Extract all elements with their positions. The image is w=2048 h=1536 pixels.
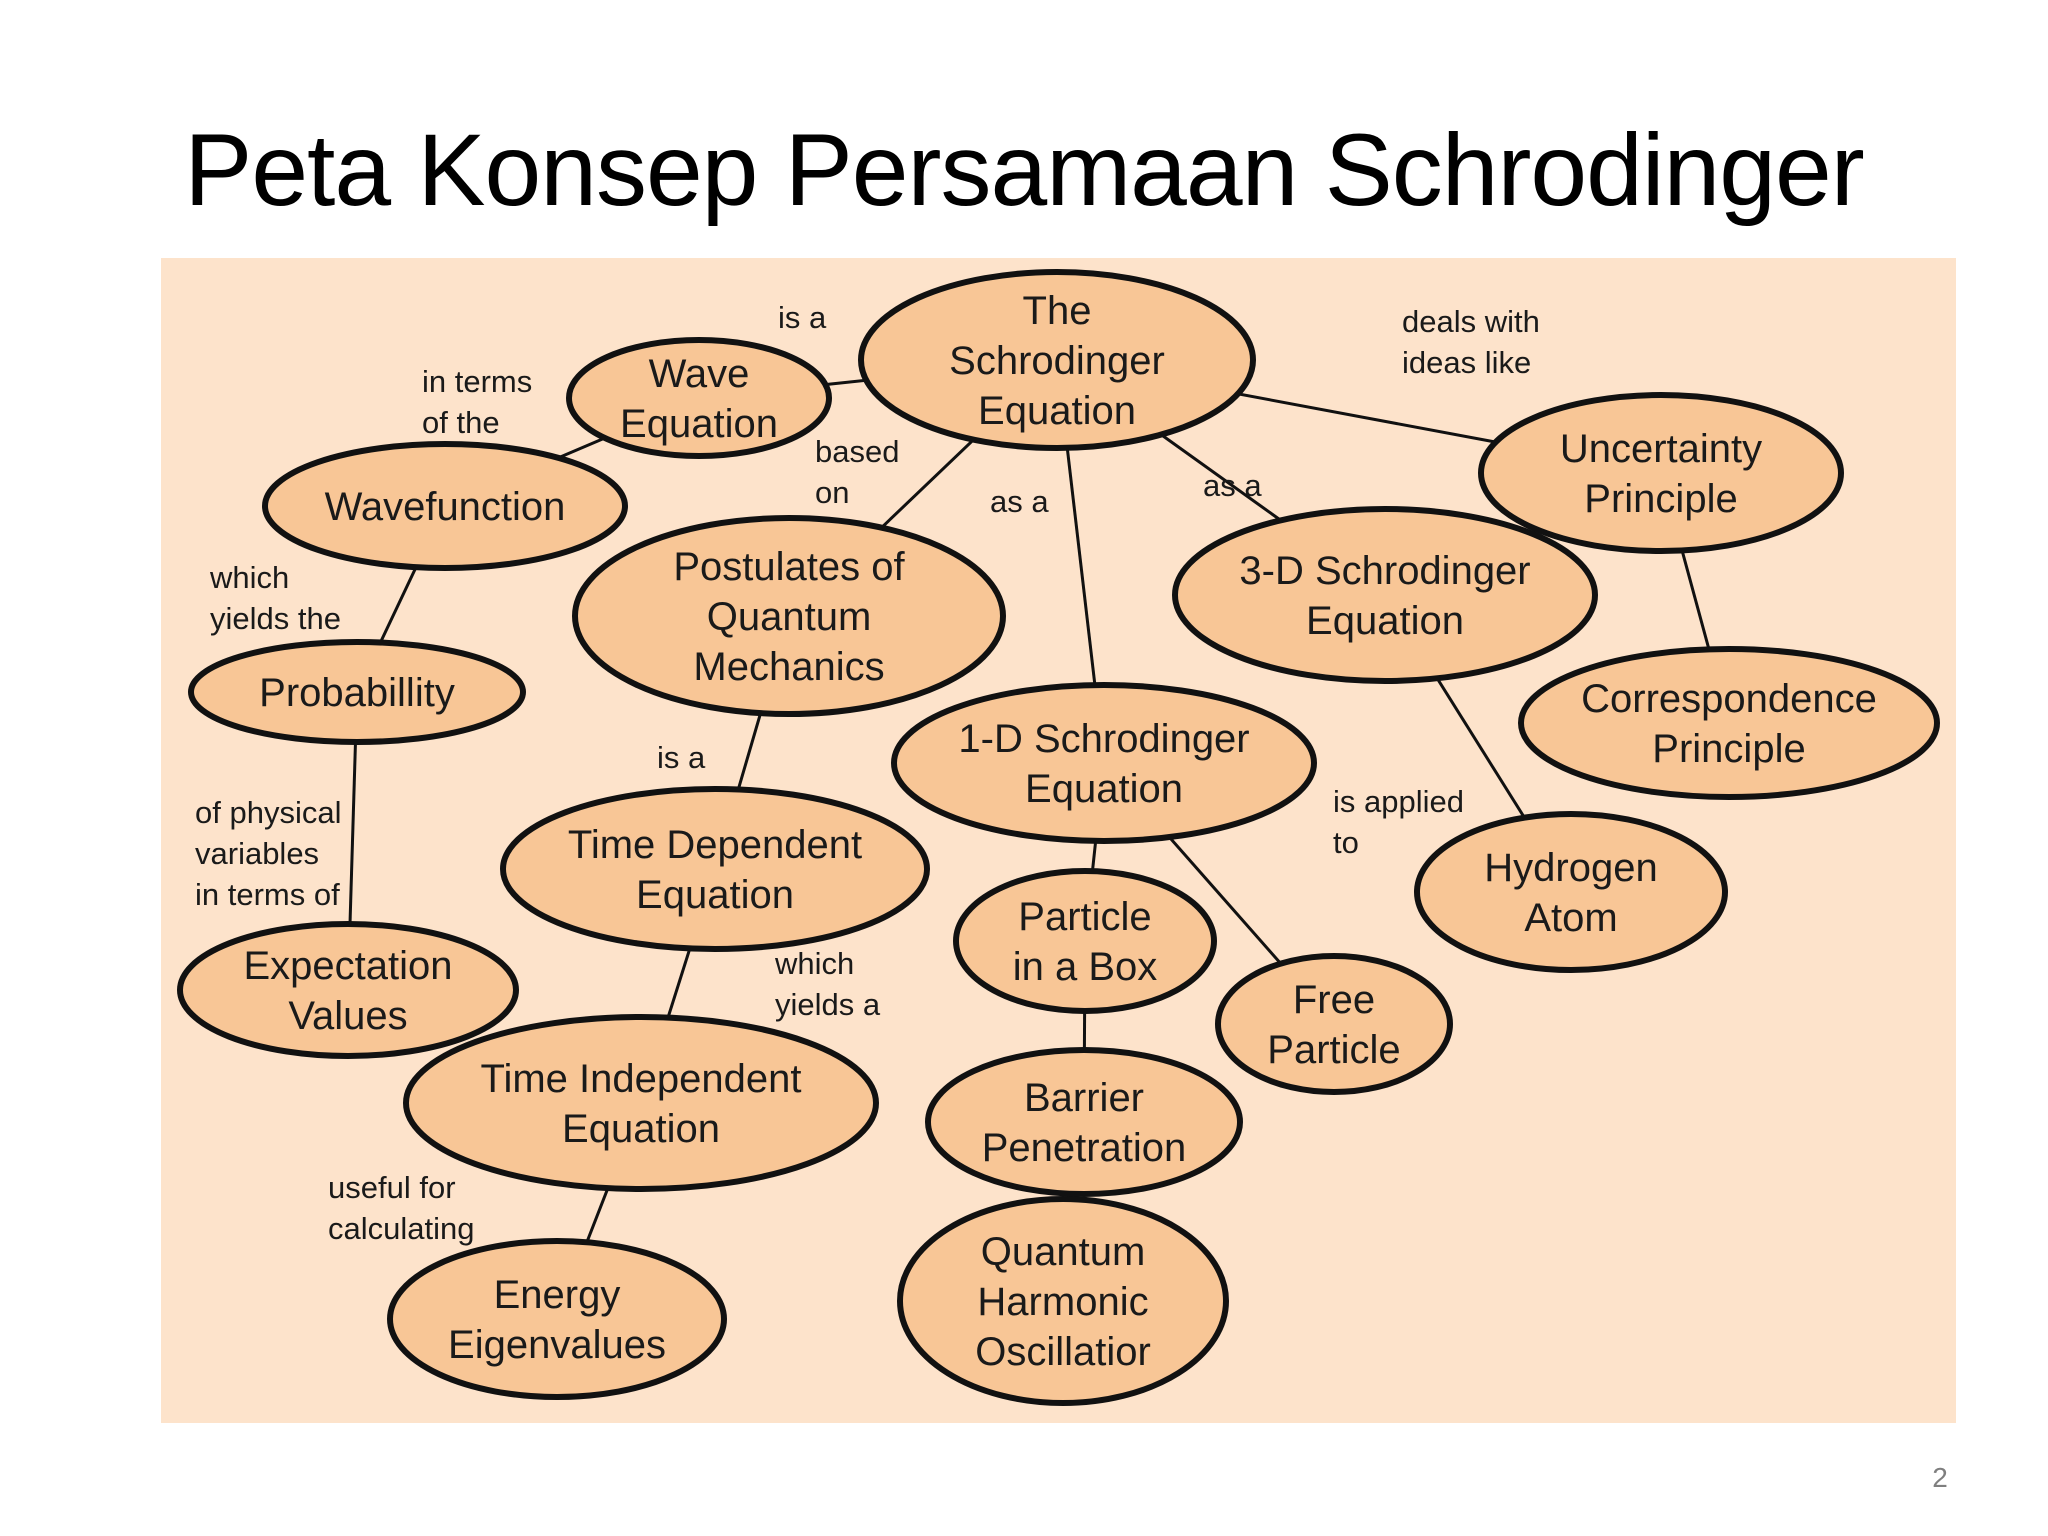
node-timeindep-ellipse (406, 1017, 876, 1189)
node-threed-label: Equation (1306, 599, 1464, 643)
node-timedep-ellipse (503, 789, 927, 949)
node-expectation-label: Expectation (243, 944, 453, 988)
node-particlebox-ellipse (956, 871, 1214, 1011)
edge-label-which-yields-the: which (210, 560, 290, 595)
node-threed-ellipse (1175, 509, 1595, 681)
node-free-label: Particle (1267, 1028, 1401, 1072)
node-timeindep-label: Time Independent (480, 1057, 802, 1101)
node-energy (390, 1241, 724, 1397)
node-harmonic (900, 1199, 1226, 1403)
node-oned-label: Equation (1025, 767, 1183, 811)
page-number: 2 (1932, 1462, 1948, 1493)
node-oned-label: 1-D Schrodinger (958, 717, 1250, 761)
node-uncertainty-ellipse (1481, 395, 1841, 551)
node-energy-label: Eigenvalues (448, 1323, 666, 1367)
node-schrodinger-label: The (1022, 289, 1092, 333)
node-schrodinger-label: Schrodinger (949, 339, 1165, 383)
edge-label-is-a-timedep: is a (657, 740, 706, 775)
node-uncertainty (1481, 395, 1841, 551)
edge-label-which-yields-a: yields a (775, 987, 881, 1022)
edge-label-useful-for-calculating: calculating (328, 1211, 475, 1246)
edge-label-is-applied-to: is applied (1333, 784, 1464, 819)
node-threed-label: 3-D Schrodinger (1239, 549, 1531, 593)
node-hydrogen-label: Atom (1524, 896, 1618, 940)
node-uncertainty-label: Uncertainty (1559, 427, 1763, 471)
node-expectation-label: Values (288, 994, 408, 1038)
node-correspondence-ellipse (1521, 649, 1937, 797)
node-harmonic-label: Quantum (980, 1230, 1146, 1274)
edge-label-is-applied-to: to (1333, 825, 1359, 860)
node-wave-label: Wave (648, 352, 750, 396)
node-timedep-label: Equation (636, 873, 794, 917)
node-correspondence-label: Correspondence (1581, 677, 1877, 721)
slide-title: Peta Konsep Persamaan Schrodinger (184, 113, 1864, 227)
node-harmonic-label: Harmonic (977, 1280, 1149, 1324)
node-wavefunction (265, 444, 625, 568)
edge-label-of-physical-variables: in terms of (195, 877, 340, 912)
edge-label-of-physical-variables: variables (195, 836, 320, 871)
node-particlebox (956, 871, 1214, 1011)
edge-label-as-a-oned: as a (990, 484, 1049, 519)
node-barrier-ellipse (928, 1050, 1240, 1194)
node-free (1218, 956, 1450, 1092)
node-oned-ellipse (894, 685, 1314, 841)
edge-label-useful-for-calculating: useful for (328, 1170, 456, 1205)
node-correspondence-label: Principle (1652, 727, 1806, 771)
node-wave (569, 340, 829, 456)
edge-label-as-a-threed: as a (1203, 468, 1262, 503)
edge-label-based-on: based (815, 434, 900, 469)
node-postulates-label: Quantum (706, 595, 872, 639)
node-wavefunction-label: Wavefunction (324, 485, 566, 529)
node-timeindep-label: Equation (562, 1107, 720, 1151)
node-oned (894, 685, 1314, 841)
node-probability-label: Probabillity (259, 671, 455, 715)
node-hydrogen-label: Hydrogen (1484, 846, 1658, 890)
node-energy-label: Energy (493, 1273, 621, 1317)
node-hydrogen-ellipse (1417, 814, 1725, 970)
node-probability (191, 642, 523, 742)
node-postulates-label: Postulates of (673, 545, 905, 589)
edge-label-deals-with: deals with (1402, 304, 1540, 339)
node-particlebox-label: Particle (1018, 895, 1152, 939)
edge-label-in-terms-of-the: of the (422, 405, 500, 440)
node-free-label: Free (1292, 978, 1376, 1022)
node-schrodinger-label: Equation (978, 389, 1136, 433)
node-harmonic-label: Oscillatior (975, 1330, 1151, 1374)
edge-label-which-yields-the: yields the (210, 601, 341, 636)
node-postulates-label: Mechanics (693, 645, 885, 689)
edge-label-is-a-wave: is a (778, 300, 827, 335)
node-barrier-label: Barrier (1023, 1076, 1145, 1120)
node-expectation (180, 924, 516, 1056)
node-wave-label: Equation (620, 402, 778, 446)
edge-label-based-on: on (815, 475, 850, 510)
edge-label-which-yields-a: which (775, 946, 855, 981)
edge-label-deals-with: ideas like (1402, 345, 1532, 380)
node-correspondence (1521, 649, 1937, 797)
node-barrier (928, 1050, 1240, 1194)
node-timedep-label: Time Dependent (567, 823, 863, 867)
node-postulates (575, 518, 1003, 714)
node-threed (1175, 509, 1595, 681)
node-hydrogen (1417, 814, 1725, 970)
node-timeindep (406, 1017, 876, 1189)
node-barrier-label: Penetration (981, 1126, 1187, 1170)
node-uncertainty-label: Principle (1584, 477, 1738, 521)
node-particlebox-label: in a Box (1012, 945, 1158, 989)
edge-label-of-physical-variables: of physical (195, 795, 342, 830)
edge-label-in-terms-of-the: in terms (422, 364, 533, 399)
node-energy-ellipse (390, 1241, 724, 1397)
node-timedep (503, 789, 927, 949)
node-schrodinger (861, 272, 1253, 448)
